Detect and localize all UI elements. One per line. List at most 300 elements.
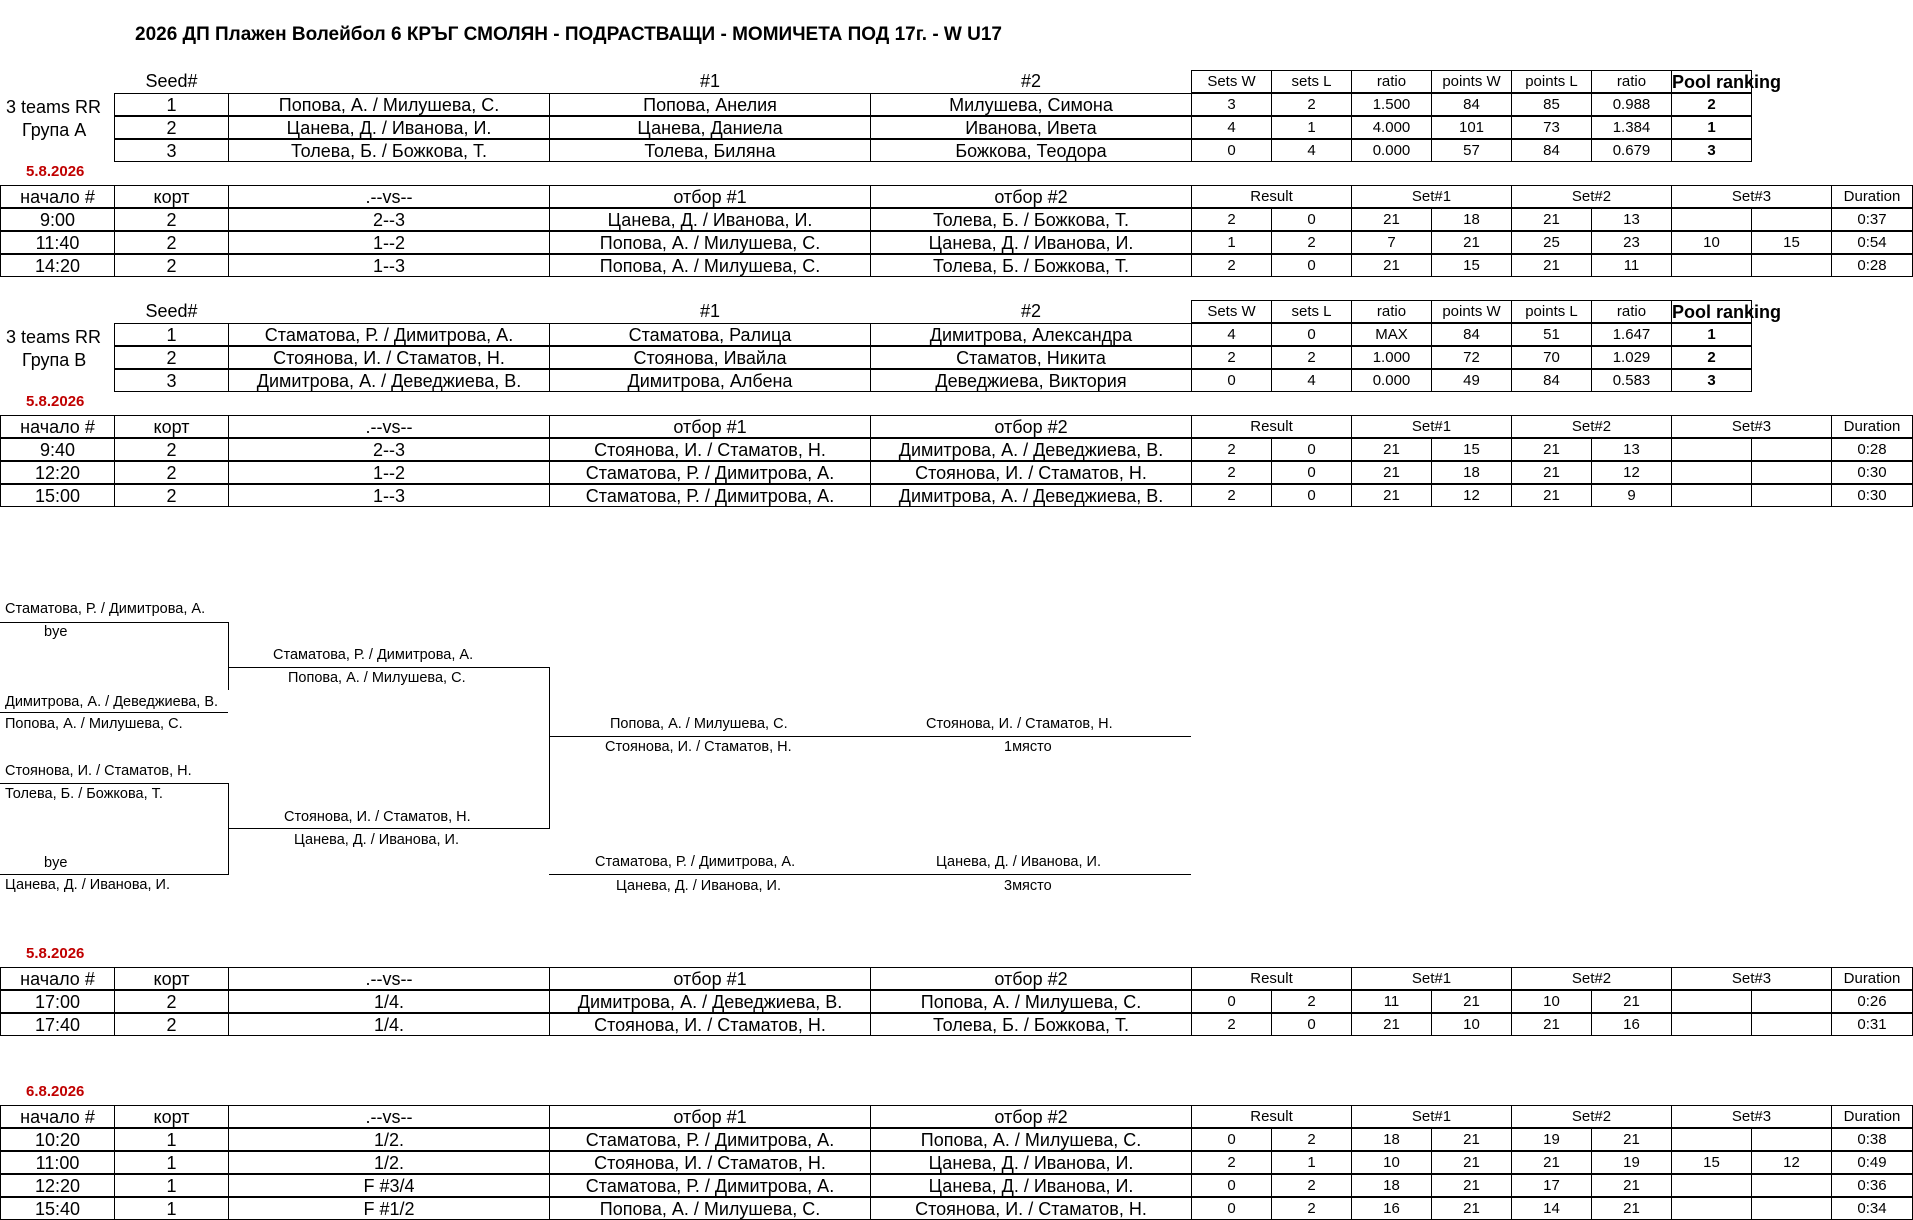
team2-header: отбор #2 (870, 1105, 1192, 1128)
score-cell: 16 (1591, 1013, 1672, 1036)
score-cell: 15 (1671, 1151, 1752, 1174)
score-cell: 21 (1351, 461, 1432, 484)
score-cell: 15 (1431, 438, 1512, 461)
score-cell: 2 (1271, 1197, 1352, 1220)
team2-header: отбор #2 (870, 185, 1192, 208)
score-cell: 0 (1191, 990, 1272, 1013)
result-header: Result (1191, 1105, 1352, 1128)
score-cell (1751, 1128, 1832, 1151)
match-vs: F #1/2 (228, 1197, 550, 1220)
seed-cell: 1 (114, 323, 229, 346)
score-cell: 2 (1191, 484, 1272, 507)
match-vs: 2--3 (228, 208, 550, 231)
stat-cell: 73 (1511, 116, 1592, 139)
pool-ranking-header: Pool ranking (1672, 302, 1782, 322)
set2-header: Set#2 (1511, 185, 1672, 208)
set3-header: Set#3 (1671, 967, 1832, 990)
bracket-team: Стоянова, И. / Стаматов, Н. (605, 739, 792, 755)
match-court: 2 (114, 254, 229, 277)
set3-header: Set#3 (1671, 415, 1832, 438)
match-court: 1 (114, 1128, 229, 1151)
match-court: 2 (114, 231, 229, 254)
score-cell: 10 (1511, 990, 1592, 1013)
match-court: 2 (114, 208, 229, 231)
pool-group-label: Група B (22, 350, 87, 370)
score-cell: 0 (1271, 461, 1352, 484)
match-time: 12:20 (0, 461, 115, 484)
score-cell (1751, 990, 1832, 1013)
score-cell: 21 (1431, 231, 1512, 254)
match-vs: 1--3 (228, 254, 550, 277)
match-vs: 1--3 (228, 484, 550, 507)
match-team1: Стоянова, И. / Стаматов, Н. (549, 438, 871, 461)
pool-ranking-cell: 1 (1671, 323, 1752, 346)
bracket-line (0, 783, 228, 784)
bracket-team: Попова, А. / Милушева, С. (5, 716, 183, 732)
bracket-team: Попова, А. / Милушева, С. (610, 716, 788, 732)
score-cell: 2 (1191, 438, 1272, 461)
team-cell: Димитрова, А. / Деведжиева, В. (228, 369, 550, 392)
bracket-team: Цанева, Д. / Иванова, И. (294, 832, 459, 848)
player2-cell: Божкова, Теодора (870, 139, 1192, 162)
bracket-line (0, 622, 228, 623)
match-team2: Цанева, Д. / Иванова, И. (870, 1174, 1192, 1197)
match-time: 9:00 (0, 208, 115, 231)
bracket-line (228, 622, 229, 690)
bracket-line (228, 828, 549, 829)
set2-header: Set#2 (1511, 967, 1672, 990)
score-cell: 2 (1271, 231, 1352, 254)
score-cell: 18 (1431, 461, 1512, 484)
team-cell: Попова, А. / Милушева, С. (228, 93, 550, 116)
stat-cell: 1.647 (1591, 323, 1672, 346)
seed-cell: 2 (114, 346, 229, 369)
score-cell: 13 (1591, 438, 1672, 461)
player2-cell: Димитрова, Александра (870, 323, 1192, 346)
third-place-label: 3място (1004, 878, 1052, 894)
stat-cell: 0.583 (1591, 369, 1672, 392)
stat-cell: 84 (1511, 139, 1592, 162)
seed-cell: 2 (114, 116, 229, 139)
stat-cell: 2 (1271, 346, 1352, 369)
duration-header: Duration (1831, 415, 1913, 438)
score-cell (1671, 438, 1752, 461)
player2-cell: Стаматов, Никита (870, 346, 1192, 369)
match-time: 11:00 (0, 1151, 115, 1174)
score-cell: 21 (1591, 1174, 1672, 1197)
score-cell: 2 (1271, 1174, 1352, 1197)
team-cell: Стоянова, И. / Стаматов, Н. (228, 346, 550, 369)
match-time: 17:00 (0, 990, 115, 1013)
set3-header: Set#3 (1671, 185, 1832, 208)
stat-cell: 1 (1271, 116, 1352, 139)
team1-header: отбор #1 (549, 1105, 871, 1128)
pool-ranking-cell: 3 (1671, 369, 1752, 392)
page-title: 2026 ДП Плажен Волейбол 6 КРЪГ СМОЛЯН - ПОДРАСТВАЩИ - МОМИЧЕТА ПОД 17г. - W U17 (135, 24, 1002, 45)
match-duration: 0:38 (1831, 1128, 1913, 1151)
match-team2: Цанева, Д. / Иванова, И. (870, 1151, 1192, 1174)
stat-cell: 4 (1271, 139, 1352, 162)
score-cell: 0 (1271, 208, 1352, 231)
score-cell: 19 (1591, 1151, 1672, 1174)
stat-header: sets L (1271, 70, 1352, 93)
match-duration: 0:31 (1831, 1013, 1913, 1036)
match-duration: 0:26 (1831, 990, 1913, 1013)
stat-cell: 0 (1191, 369, 1272, 392)
score-cell: 2 (1271, 990, 1352, 1013)
time-header: начало # (0, 967, 115, 990)
player1-cell: Стоянова, Ивайла (549, 346, 871, 369)
score-cell: 21 (1431, 1128, 1512, 1151)
score-cell: 11 (1591, 254, 1672, 277)
stat-header: Sets W (1191, 300, 1272, 323)
match-team2: Цанева, Д. / Иванова, И. (870, 231, 1192, 254)
score-cell: 12 (1591, 461, 1672, 484)
score-cell: 1 (1271, 1151, 1352, 1174)
bracket-team: Димитрова, А. / Деведжиева, В. (5, 694, 219, 710)
pool-type-label: 3 teams RR (6, 327, 102, 347)
stat-header: ratio (1591, 300, 1672, 323)
stat-cell: 84 (1431, 93, 1512, 116)
player1-header: #1 (699, 71, 721, 91)
stat-cell: 0.988 (1591, 93, 1672, 116)
bracket-line (228, 667, 549, 668)
match-duration: 0:34 (1831, 1197, 1913, 1220)
match-court: 2 (114, 990, 229, 1013)
score-cell (1671, 208, 1752, 231)
stat-cell: 4 (1191, 323, 1272, 346)
score-cell (1671, 484, 1752, 507)
stat-cell: 0.000 (1351, 139, 1432, 162)
score-cell (1671, 254, 1752, 277)
score-cell: 25 (1511, 231, 1592, 254)
score-cell: 2 (1271, 1128, 1352, 1151)
team-cell: Стаматова, Р. / Димитрова, А. (228, 323, 550, 346)
duration-header: Duration (1831, 1105, 1913, 1128)
score-cell: 21 (1511, 1151, 1592, 1174)
match-vs: F #3/4 (228, 1174, 550, 1197)
bracket-winner: Цанева, Д. / Иванова, И. (936, 854, 1101, 870)
stat-header: points W (1431, 300, 1512, 323)
score-cell: 2 (1191, 461, 1272, 484)
team2-header: отбор #2 (870, 967, 1192, 990)
match-duration: 0:30 (1831, 461, 1913, 484)
match-team1: Димитрова, А. / Деведжиева, В. (549, 990, 871, 1013)
bracket-line (549, 736, 1191, 737)
pool-ranking-cell: 1 (1671, 116, 1752, 139)
stat-cell: 84 (1511, 369, 1592, 392)
stat-cell: 49 (1431, 369, 1512, 392)
match-date: 5.8.2026 (26, 945, 85, 962)
score-cell: 21 (1431, 1151, 1512, 1174)
match-vs: 2--3 (228, 438, 550, 461)
seed-header: Seed# (145, 301, 198, 321)
match-team1: Попова, А. / Милушева, С. (549, 1197, 871, 1220)
score-cell: 15 (1751, 231, 1832, 254)
match-team2: Димитрова, А. / Деведжиева, В. (870, 484, 1192, 507)
bracket-team: Стаматова, Р. / Димитрова, А. (595, 854, 796, 870)
vs-header: .--vs-- (228, 415, 550, 438)
pool-ranking-cell: 2 (1671, 346, 1752, 369)
bracket-line (549, 874, 1191, 875)
match-vs: 1--2 (228, 231, 550, 254)
bracket-team: Стаматова, Р. / Димитрова, А. (5, 601, 206, 617)
stat-header: points W (1431, 70, 1512, 93)
bracket-line (0, 874, 228, 875)
score-cell: 10 (1431, 1013, 1512, 1036)
score-cell: 12 (1431, 484, 1512, 507)
stat-header: Sets W (1191, 70, 1272, 93)
seed-cell: 3 (114, 139, 229, 162)
score-cell: 18 (1351, 1128, 1432, 1151)
score-cell: 0 (1271, 254, 1352, 277)
score-cell: 21 (1591, 990, 1672, 1013)
score-cell: 21 (1591, 1128, 1672, 1151)
stat-cell: MAX (1351, 323, 1432, 346)
bracket-winner: Стоянова, И. / Стаматов, Н. (926, 716, 1113, 732)
match-team2: Толева, Б. / Божкова, Т. (870, 254, 1192, 277)
score-cell: 21 (1511, 1013, 1592, 1036)
match-team1: Попова, А. / Милушева, С. (549, 231, 871, 254)
score-cell (1671, 1128, 1752, 1151)
stat-header: ratio (1351, 70, 1432, 93)
stat-cell: 0 (1191, 139, 1272, 162)
score-cell: 21 (1591, 1197, 1672, 1220)
score-cell (1751, 438, 1832, 461)
score-cell: 0 (1191, 1128, 1272, 1151)
bracket-team: Цанева, Д. / Иванова, И. (616, 878, 781, 894)
match-team1: Стаматова, Р. / Димитрова, А. (549, 1128, 871, 1151)
player1-cell: Цанева, Даниела (549, 116, 871, 139)
stat-cell: 4 (1271, 369, 1352, 392)
pool-ranking-header: Pool ranking (1672, 72, 1782, 92)
match-team1: Стаматова, Р. / Димитрова, А. (549, 461, 871, 484)
match-date: 6.8.2026 (26, 1083, 85, 1100)
team1-header: отбор #1 (549, 967, 871, 990)
stat-header: ratio (1591, 70, 1672, 93)
player2-cell: Милушева, Симона (870, 93, 1192, 116)
pool-type-label: 3 teams RR (6, 97, 102, 117)
match-time: 9:40 (0, 438, 115, 461)
bracket-team: Попова, А. / Милушева, С. (288, 670, 466, 686)
stat-cell: 4 (1191, 116, 1272, 139)
court-header: корт (114, 185, 229, 208)
match-court: 1 (114, 1197, 229, 1220)
match-duration: 0:49 (1831, 1151, 1913, 1174)
match-team1: Стоянова, И. / Стаматов, Н. (549, 1013, 871, 1036)
match-vs: 1/4. (228, 1013, 550, 1036)
match-court: 1 (114, 1174, 229, 1197)
score-cell: 11 (1351, 990, 1432, 1013)
score-cell: 0 (1191, 1174, 1272, 1197)
stat-cell: 85 (1511, 93, 1592, 116)
match-team2: Попова, А. / Милушева, С. (870, 990, 1192, 1013)
pool-ranking-cell: 2 (1671, 93, 1752, 116)
match-date: 5.8.2026 (26, 163, 85, 180)
stat-cell: 101 (1431, 116, 1512, 139)
player1-cell: Стаматова, Ралица (549, 323, 871, 346)
score-cell: 14 (1511, 1197, 1592, 1220)
score-cell: 21 (1351, 254, 1432, 277)
match-team2: Толева, Б. / Божкова, Т. (870, 1013, 1192, 1036)
match-time: 15:00 (0, 484, 115, 507)
bracket-team: Стоянова, И. / Стаматов, Н. (284, 809, 471, 825)
score-cell: 0 (1271, 484, 1352, 507)
match-duration: 0:30 (1831, 484, 1913, 507)
match-time: 15:40 (0, 1197, 115, 1220)
score-cell: 1 (1191, 231, 1272, 254)
stat-cell: 57 (1431, 139, 1512, 162)
vs-header: .--vs-- (228, 1105, 550, 1128)
stat-header: ratio (1351, 300, 1432, 323)
stat-cell: 1.029 (1591, 346, 1672, 369)
bracket-line (228, 783, 229, 875)
stat-cell: 51 (1511, 323, 1592, 346)
court-header: корт (114, 415, 229, 438)
score-cell (1671, 1197, 1752, 1220)
duration-header: Duration (1831, 185, 1913, 208)
match-time: 14:20 (0, 254, 115, 277)
stat-cell: 2 (1271, 93, 1352, 116)
score-cell: 19 (1511, 1128, 1592, 1151)
set2-header: Set#2 (1511, 1105, 1672, 1128)
stat-cell: 84 (1431, 323, 1512, 346)
match-duration: 0:37 (1831, 208, 1913, 231)
score-cell: 21 (1511, 438, 1592, 461)
score-cell: 21 (1351, 484, 1432, 507)
match-vs: 1/2. (228, 1151, 550, 1174)
player2-cell: Иванова, Ивета (870, 116, 1192, 139)
match-duration: 0:36 (1831, 1174, 1913, 1197)
team-cell: Цанева, Д. / Иванова, И. (228, 116, 550, 139)
time-header: начало # (0, 185, 115, 208)
team2-header: отбор #2 (870, 415, 1192, 438)
match-team2: Стоянова, И. / Стаматов, Н. (870, 1197, 1192, 1220)
match-team1: Стаматова, Р. / Димитрова, А. (549, 484, 871, 507)
score-cell: 10 (1351, 1151, 1432, 1174)
match-court: 1 (114, 1151, 229, 1174)
score-cell: 17 (1511, 1174, 1592, 1197)
score-cell: 12 (1751, 1151, 1832, 1174)
stat-cell: 0 (1271, 323, 1352, 346)
score-cell (1751, 208, 1832, 231)
seed-cell: 3 (114, 369, 229, 392)
score-cell (1671, 461, 1752, 484)
score-cell (1751, 1174, 1832, 1197)
stat-cell: 4.000 (1351, 116, 1432, 139)
score-cell (1671, 1013, 1752, 1036)
stat-cell: 70 (1511, 346, 1592, 369)
first-place-label: 1място (1004, 739, 1052, 755)
bracket-line (0, 712, 228, 713)
score-cell: 7 (1351, 231, 1432, 254)
match-time: 11:40 (0, 231, 115, 254)
bracket-team: Стоянова, И. / Стаматов, Н. (5, 763, 192, 779)
stat-cell: 1.500 (1351, 93, 1432, 116)
score-cell: 2 (1191, 208, 1272, 231)
score-cell: 15 (1431, 254, 1512, 277)
match-time: 10:20 (0, 1128, 115, 1151)
score-cell: 0 (1191, 1197, 1272, 1220)
score-cell (1751, 461, 1832, 484)
score-cell: 21 (1511, 254, 1592, 277)
score-cell: 21 (1431, 1197, 1512, 1220)
match-team2: Стоянова, И. / Стаматов, Н. (870, 461, 1192, 484)
player2-header: #2 (1020, 71, 1042, 91)
stat-cell: 3 (1191, 93, 1272, 116)
time-header: начало # (0, 1105, 115, 1128)
result-header: Result (1191, 185, 1352, 208)
duration-header: Duration (1831, 967, 1913, 990)
match-time: 12:20 (0, 1174, 115, 1197)
result-header: Result (1191, 967, 1352, 990)
match-team2: Димитрова, А. / Деведжиева, В. (870, 438, 1192, 461)
vs-header: .--vs-- (228, 967, 550, 990)
set1-header: Set#1 (1351, 415, 1512, 438)
stat-header: sets L (1271, 300, 1352, 323)
score-cell: 21 (1351, 1013, 1432, 1036)
match-date: 5.8.2026 (26, 393, 85, 410)
score-cell (1751, 254, 1832, 277)
match-team2: Попова, А. / Милушева, С. (870, 1128, 1192, 1151)
score-cell: 18 (1351, 1174, 1432, 1197)
result-header: Result (1191, 415, 1352, 438)
team1-header: отбор #1 (549, 415, 871, 438)
score-cell: 16 (1351, 1197, 1432, 1220)
seed-header: Seed# (145, 71, 198, 91)
court-header: корт (114, 1105, 229, 1128)
match-court: 2 (114, 484, 229, 507)
match-court: 2 (114, 1013, 229, 1036)
pool-ranking-cell: 3 (1671, 139, 1752, 162)
score-cell: 21 (1351, 438, 1432, 461)
set1-header: Set#1 (1351, 967, 1512, 990)
stat-header: points L (1511, 300, 1592, 323)
match-team1: Попова, А. / Милушева, С. (549, 254, 871, 277)
score-cell: 2 (1191, 254, 1272, 277)
court-header: корт (114, 967, 229, 990)
player2-header: #2 (1020, 301, 1042, 321)
time-header: начало # (0, 415, 115, 438)
match-court: 2 (114, 461, 229, 484)
bracket-bye: bye (44, 624, 68, 640)
bracket-line (549, 667, 550, 829)
bracket-team: Толева, Б. / Божкова, Т. (5, 786, 163, 802)
stat-header: points L (1511, 70, 1592, 93)
team-cell: Толева, Б. / Божкова, Т. (228, 139, 550, 162)
score-cell: 2 (1191, 1151, 1272, 1174)
player1-header: #1 (699, 301, 721, 321)
match-team1: Стаматова, Р. / Димитрова, А. (549, 1174, 871, 1197)
score-cell: 21 (1351, 208, 1432, 231)
pool-group-label: Група А (22, 120, 87, 140)
score-cell: 9 (1591, 484, 1672, 507)
match-team1: Цанева, Д. / Иванова, И. (549, 208, 871, 231)
match-vs: 1/2. (228, 1128, 550, 1151)
team1-header: отбор #1 (549, 185, 871, 208)
score-cell (1671, 1174, 1752, 1197)
set2-header: Set#2 (1511, 415, 1672, 438)
player1-cell: Попова, Анелия (549, 93, 871, 116)
stat-cell: 1.384 (1591, 116, 1672, 139)
match-duration: 0:54 (1831, 231, 1913, 254)
match-team1: Стоянова, И. / Стаматов, Н. (549, 1151, 871, 1174)
set1-header: Set#1 (1351, 185, 1512, 208)
set1-header: Set#1 (1351, 1105, 1512, 1128)
score-cell (1751, 1013, 1832, 1036)
score-cell: 13 (1591, 208, 1672, 231)
score-cell: 21 (1511, 208, 1592, 231)
